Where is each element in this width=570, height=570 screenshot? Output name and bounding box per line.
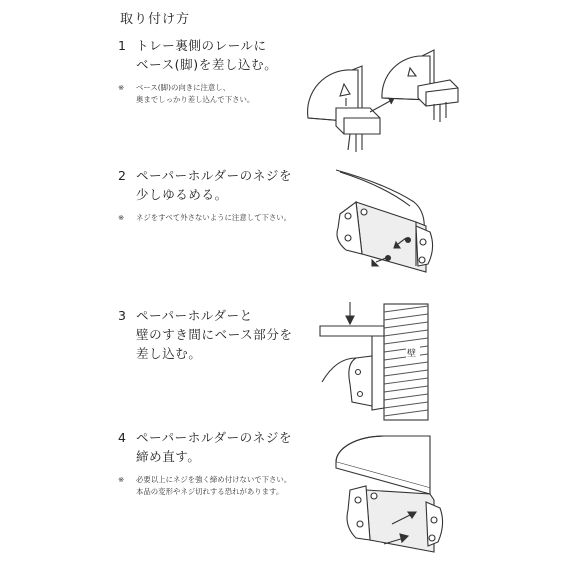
note-text: ベース(脚)の向きに注意し、 — [136, 83, 231, 92]
note-text: ネジをすべて外さないように注意して下さい。 — [136, 213, 292, 222]
wall-label: 壁 — [407, 349, 417, 359]
step-text: 壁のすき間にベース部分を — [136, 327, 293, 342]
step-1-instruction — [118, 36, 277, 74]
step-4-note — [118, 474, 291, 498]
step-text: ベース(脚)を差し込む。 — [136, 57, 278, 72]
step-3-instruction — [118, 306, 293, 363]
step-number: 1 — [118, 38, 127, 53]
step-text: トレー裏側のレールに — [136, 38, 267, 53]
note-mark: ※ — [118, 83, 125, 92]
note-mark: ※ — [118, 475, 125, 484]
step-text: ペーパーホルダーのネジを — [136, 430, 293, 445]
step-1-illustration — [300, 40, 470, 160]
step-number: 4 — [118, 430, 127, 445]
page-title: 取り付け方 — [120, 12, 191, 27]
step-2-note — [118, 212, 291, 224]
step-text: ペーパーホルダーのネジを — [136, 168, 293, 183]
step-text: 締め直す。 — [136, 449, 201, 464]
note-mark: ※ — [118, 213, 125, 222]
step-4-illustration — [322, 428, 452, 563]
note-text: 必要以上にネジを強く締め付けないで下さい。 — [136, 475, 292, 484]
step-1-note — [118, 82, 254, 106]
step-number: 3 — [118, 308, 127, 323]
step-4-instruction — [118, 428, 292, 466]
step-3-illustration — [316, 298, 436, 423]
step-number: 2 — [118, 168, 127, 183]
step-2-instruction — [118, 166, 292, 204]
step-text: 少しゆるめる。 — [136, 187, 228, 202]
step-text: ペーパーホルダーと — [136, 308, 253, 323]
step-text: 差し込む。 — [136, 346, 202, 361]
note-text: 本品の変形やネジ切れする恐れがあります。 — [136, 487, 284, 496]
note-text: 奥までしっかり差し込んで下さい。 — [136, 95, 255, 104]
step-2-illustration — [326, 162, 446, 287]
